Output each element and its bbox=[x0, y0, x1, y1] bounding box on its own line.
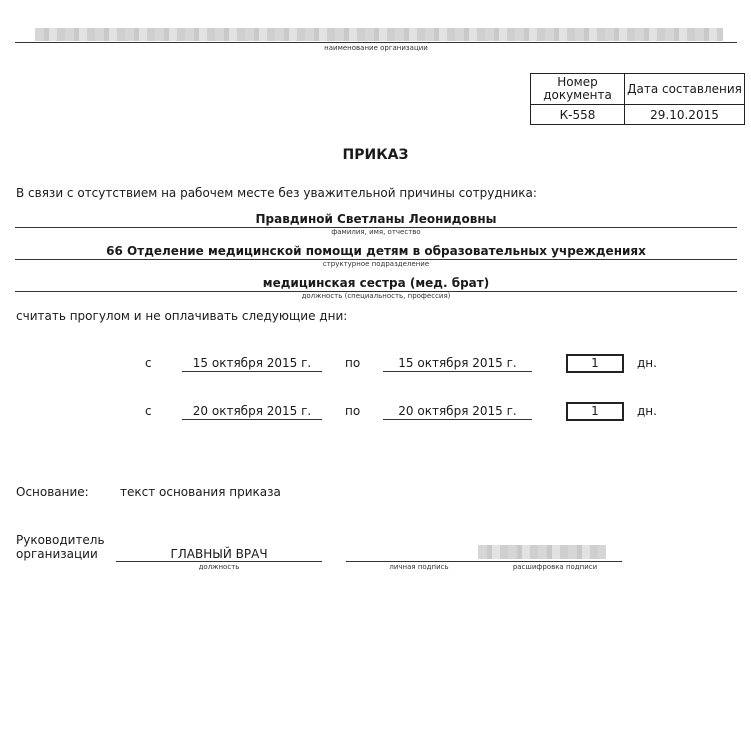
employee-name-caption: фамилия, имя, отчество bbox=[331, 228, 421, 236]
intro-text: В связи с отсутствием на рабочем месте без уважительной причины сотрудника: bbox=[16, 186, 537, 200]
doc-date-value: 29.10.2015 bbox=[625, 105, 745, 125]
period-from-date: 15 октября 2015 г. bbox=[192, 356, 312, 370]
period-days-unit: дн. bbox=[637, 404, 657, 418]
signature-line bbox=[346, 561, 492, 562]
period-to-line bbox=[383, 371, 532, 372]
department-name: 66 Отделение медицинской помощи детям в образовательных учреждениях bbox=[106, 244, 646, 258]
period-to-date: 15 октября 2015 г. bbox=[398, 356, 517, 370]
period-from-date: 20 октября 2015 г. bbox=[192, 404, 312, 418]
period-to-date: 20 октября 2015 г. bbox=[398, 404, 517, 418]
basis-label: Основание: bbox=[16, 485, 89, 499]
signature-caption: личная подпись bbox=[389, 563, 449, 571]
organization-name-line bbox=[15, 42, 737, 43]
employee-name: Правдиной Светланы Леонидовны bbox=[255, 212, 497, 226]
document-title: ПРИКАЗ bbox=[342, 147, 409, 163]
head-position-caption: должность bbox=[198, 563, 240, 571]
signature-decoding-redacted bbox=[478, 545, 606, 559]
position-caption: должность (специальность, профессия) bbox=[301, 292, 451, 300]
doc-number-header: Номер документа bbox=[531, 74, 625, 105]
period-days-box: 1 bbox=[566, 354, 624, 373]
position-name: медицинская сестра (мед. брат) bbox=[262, 276, 490, 290]
head-label-line1: Руководитель bbox=[16, 533, 105, 547]
decoding-line bbox=[492, 561, 622, 562]
organization-name-caption: наименование организации bbox=[324, 44, 428, 52]
period-days-box: 1 bbox=[566, 402, 624, 421]
head-label-line2: организации bbox=[16, 547, 98, 561]
period-to-line bbox=[383, 419, 532, 420]
decision-text: считать прогулом и не оплачивать следующие дни: bbox=[16, 309, 348, 323]
head-position: ГЛАВНЫЙ ВРАЧ bbox=[170, 547, 268, 561]
department-caption: структурное подразделение bbox=[322, 260, 430, 268]
period-to-label: по bbox=[345, 404, 361, 418]
period-to-label: по bbox=[345, 356, 361, 370]
doc-date-header: Дата составления bbox=[625, 74, 745, 105]
basis-text: текст основания приказа bbox=[120, 485, 281, 499]
period-from-label: с bbox=[145, 404, 152, 418]
document-info-table bbox=[530, 73, 745, 125]
period-from-label: с bbox=[145, 356, 152, 370]
period-from-line bbox=[182, 419, 322, 420]
organization-name-redacted bbox=[35, 28, 723, 41]
head-position-line bbox=[116, 561, 322, 562]
doc-number-value: К-558 bbox=[531, 105, 625, 125]
decoding-caption: расшифровка подписи bbox=[512, 563, 598, 571]
period-days-unit: дн. bbox=[637, 356, 657, 370]
period-from-line bbox=[182, 371, 322, 372]
